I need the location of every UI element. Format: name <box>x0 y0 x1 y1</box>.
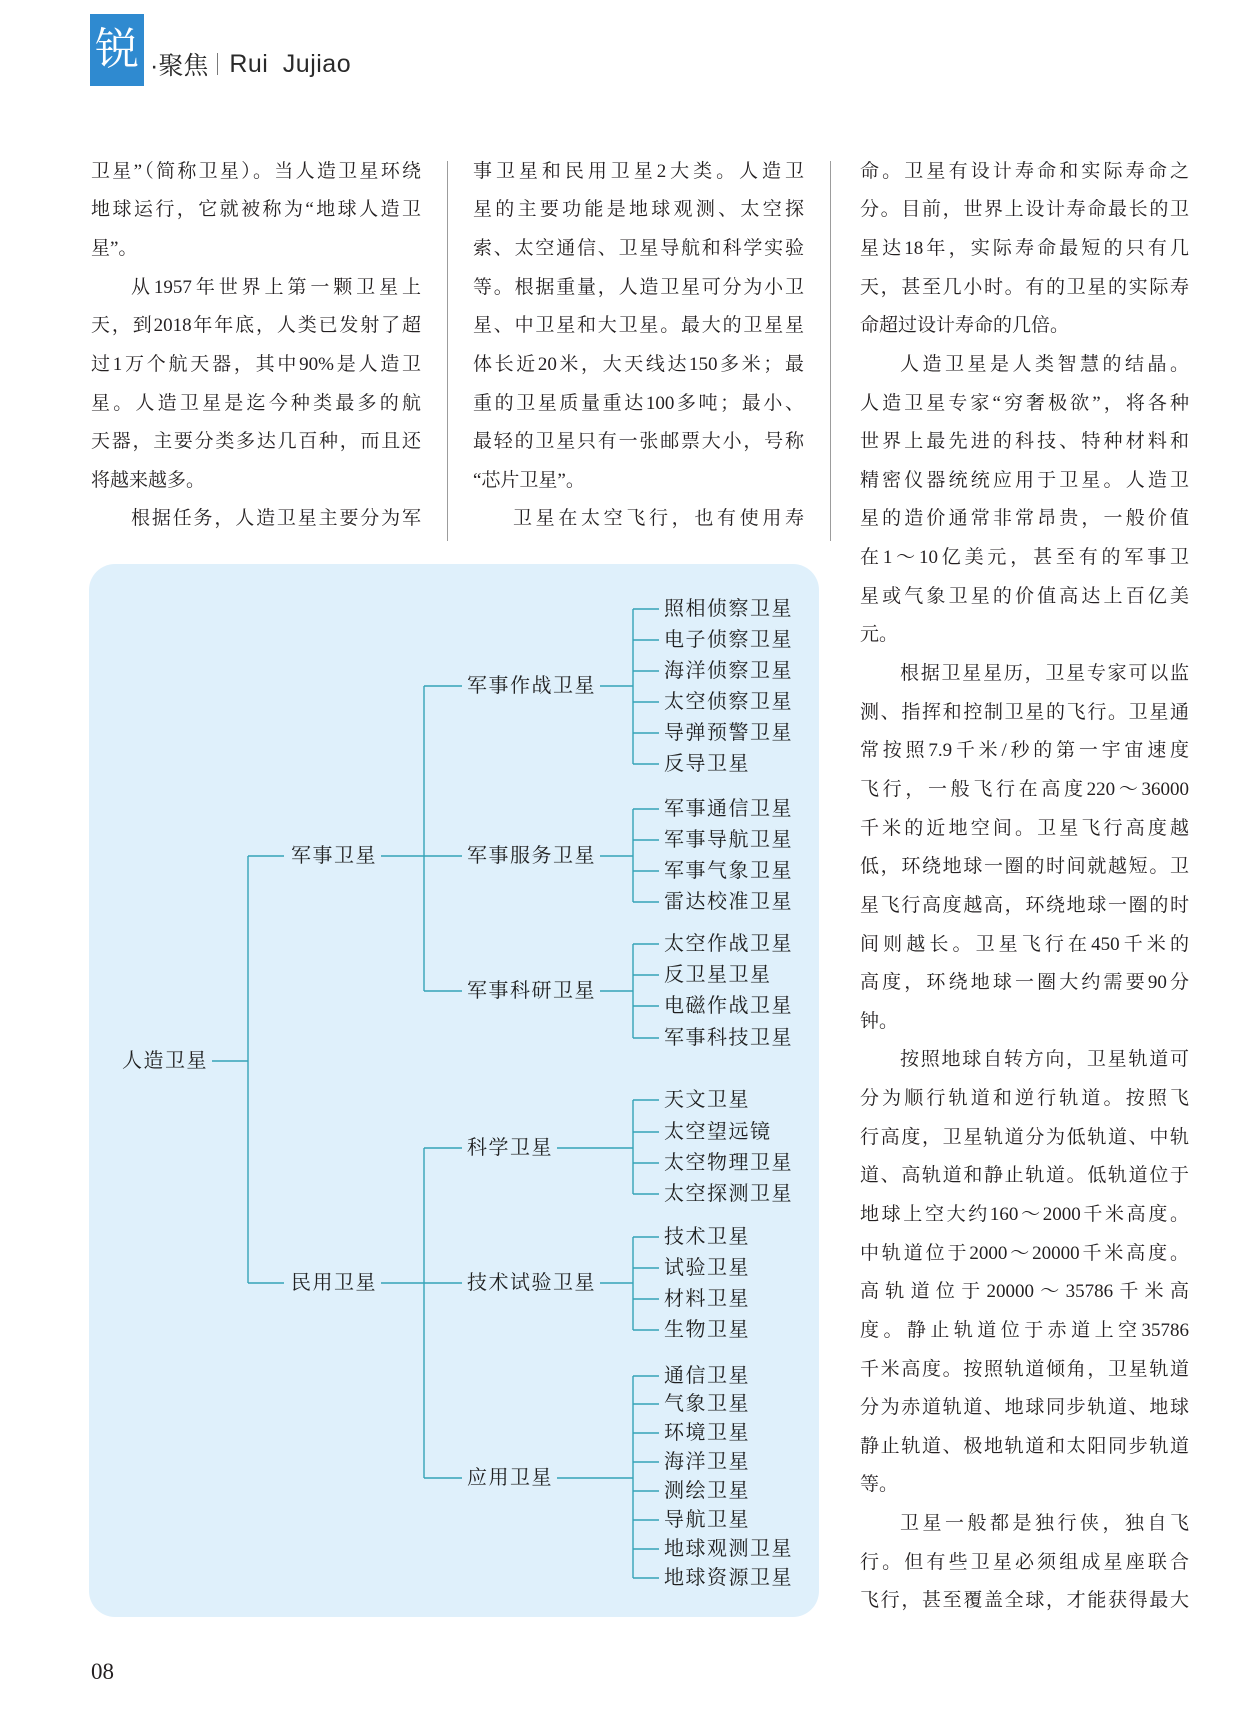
satellite-type-leaf: 反卫星卫星 <box>664 964 772 986</box>
text-line: 星”。 <box>91 237 138 259</box>
text-line: 高轨道位于20000～35786千米高 <box>860 1281 1189 1303</box>
text-line: 静止轨道、极地轨道和太阳同步轨道 <box>860 1435 1189 1457</box>
text-line: 将越来越多。 <box>91 469 206 491</box>
satellite-type-leaf: 地球资源卫星 <box>664 1567 793 1589</box>
satellite-type-leaf: 海洋侦察卫星 <box>664 660 793 682</box>
text-line: 行。但有些卫星必须组成星座联合 <box>860 1551 1189 1573</box>
text-line: 分为顺行轨道和逆行轨道。按照飞 <box>860 1088 1189 1110</box>
satellite-type-leaf: 太空探测卫星 <box>664 1183 793 1205</box>
column-rule <box>830 161 831 541</box>
text-line: 行高度，卫星轨道分为低轨道、中轨 <box>860 1126 1189 1148</box>
text-column-1 <box>91 153 421 539</box>
section-name: ·聚焦 <box>150 52 209 80</box>
page-number: 08 <box>91 1659 114 1684</box>
satellite-type-leaf: 测绘卫星 <box>664 1480 750 1502</box>
text-line: 地球运行，它就被称为“地球人造卫 <box>91 199 421 221</box>
text-line: 星的主要功能是地球观测、太空探 <box>473 199 804 221</box>
satellite-type-leaf: 试验卫星 <box>664 1257 750 1279</box>
header-divider <box>217 53 218 75</box>
text-line: 测、指挥和控制卫星的飞行。卫星通 <box>860 701 1189 723</box>
satellite-type-leaf: 电子侦察卫星 <box>664 629 793 651</box>
text-line: 命。卫星有设计寿命和实际寿命之 <box>860 160 1189 182</box>
satellite-type-leaf: 照相侦察卫星 <box>664 598 793 620</box>
satellite-type-leaf: 太空物理卫星 <box>664 1152 793 1174</box>
section-header <box>150 46 351 82</box>
text-line: 卫星一般都是独行侠，独自飞 <box>900 1513 1189 1535</box>
category-node: 民用卫星 <box>291 1272 377 1294</box>
text-line: 高度，环绕地球一圈大约需要90分 <box>860 972 1189 994</box>
text-line: “芯片卫星”。 <box>473 469 585 491</box>
text-line: 星或气象卫星的价值高达上百亿美 <box>860 585 1189 607</box>
text-line: 分为赤道轨道、地球同步轨道、地球 <box>860 1397 1189 1419</box>
text-column-3 <box>860 153 1189 1621</box>
satellite-type-leaf: 反导卫星 <box>664 753 750 775</box>
text-line: 重的卫星质量重达100多吨；最小、 <box>473 392 804 414</box>
text-line: 命超过设计寿命的几倍。 <box>860 315 1070 337</box>
column-rule <box>447 161 448 541</box>
text-line: 星飞行高度越高，环绕地球一圈的时 <box>860 894 1189 916</box>
section-name-pinyin: Rui Jujiao <box>229 49 352 78</box>
text-line: 卫星在太空飞行，也有使用寿 <box>513 508 804 530</box>
text-line: 最轻的卫星只有一张邮票大小，号称 <box>473 431 804 453</box>
text-line: 天器，主要分类多达几百种，而且还 <box>91 431 421 453</box>
satellite-type-leaf: 电磁作战卫星 <box>664 995 793 1017</box>
text-column-2 <box>473 153 804 539</box>
text-line: 索、太空通信、卫星导航和科学实验 <box>473 237 804 259</box>
satellite-type-leaf: 军事气象卫星 <box>664 860 793 882</box>
satellite-type-leaf: 材料卫星 <box>664 1288 750 1310</box>
subcategory-node: 应用卫星 <box>467 1467 553 1489</box>
text-line: 按照地球自转方向，卫星轨道可 <box>900 1049 1189 1071</box>
text-line: 精密仪器统统应用于卫星。人造卫 <box>860 469 1189 491</box>
text-line: 星。人造卫星是迄今种类最多的航 <box>91 392 421 414</box>
text-line: 事卫星和民用卫星2大类。人造卫 <box>473 160 804 182</box>
subcategory-node: 技术试验卫星 <box>467 1272 596 1294</box>
satellite-type-leaf: 军事通信卫星 <box>664 798 793 820</box>
text-line: 星达18年，实际寿命最短的只有几 <box>860 237 1189 259</box>
text-line: 人造卫星是人类智慧的结晶。 <box>900 353 1189 375</box>
text-line: 千米高度。按照轨道倾角，卫星轨道 <box>860 1358 1189 1380</box>
satellite-type-leaf: 海洋卫星 <box>664 1451 750 1473</box>
text-line: 度。静止轨道位于赤道上空35786 <box>860 1319 1189 1341</box>
text-line: 中轨道位于2000～20000千米高度。 <box>860 1242 1189 1264</box>
text-line: 星、中卫星和大卫星。最大的卫星星 <box>473 315 804 337</box>
text-line: 天，到2018年年底，人类已发射了超 <box>91 315 421 337</box>
satellite-type-leaf: 生物卫星 <box>664 1319 750 1341</box>
text-line: 千米的近地空间。卫星飞行高度越 <box>860 817 1189 839</box>
text-line: 飞行，甚至覆盖全球，才能获得最大 <box>860 1590 1189 1612</box>
satellite-type-leaf: 技术卫星 <box>664 1226 750 1248</box>
tree-root-node: 人造卫星 <box>122 1050 208 1072</box>
text-line: 过1万个航天器，其中90%是人造卫 <box>91 353 421 375</box>
text-line: 卫星”（简称卫星）。当人造卫星环绕 <box>91 160 421 182</box>
text-line: 间则越长。卫星飞行在450千米的 <box>860 933 1189 955</box>
satellite-type-leaf: 导弹预警卫星 <box>664 722 793 744</box>
satellite-type-leaf: 太空作战卫星 <box>664 933 793 955</box>
section-badge <box>90 14 144 86</box>
satellite-type-leaf: 导航卫星 <box>664 1509 750 1531</box>
subcategory-node: 科学卫星 <box>467 1137 553 1159</box>
text-line: 体长近20米，大天线达150多米；最 <box>473 353 804 375</box>
subcategory-node: 军事科研卫星 <box>467 980 596 1002</box>
category-node: 军事卫星 <box>291 845 377 867</box>
satellite-type-leaf: 太空望远镜 <box>664 1121 772 1143</box>
satellite-type-leaf: 军事科技卫星 <box>664 1027 793 1049</box>
text-line: 等。根据重量，人造卫星可分为小卫 <box>473 276 804 298</box>
subcategory-node: 军事作战卫星 <box>467 675 596 697</box>
text-line: 常按照7.9千米/秒的第一宇宙速度 <box>860 740 1189 762</box>
satellite-type-leaf: 天文卫星 <box>664 1089 750 1111</box>
text-line: 根据任务，人造卫星主要分为军 <box>131 508 421 530</box>
text-line: 星的造价通常非常昂贵，一般价值 <box>860 508 1189 530</box>
text-line: 天，甚至几小时。有的卫星的实际寿 <box>860 276 1189 298</box>
satellite-type-leaf: 太空侦察卫星 <box>664 691 793 713</box>
subcategory-node: 军事服务卫星 <box>467 845 596 867</box>
text-line: 地球上空大约160～2000千米高度。 <box>860 1203 1189 1225</box>
satellite-type-leaf: 军事导航卫星 <box>664 829 793 851</box>
text-line: 等。 <box>860 1474 899 1496</box>
text-line: 从1957年世界上第一颗卫星上 <box>131 276 421 298</box>
text-line: 世界上最先进的科技、特种材料和 <box>860 431 1189 453</box>
text-line: 元。 <box>860 624 899 646</box>
text-line: 分。目前，世界上设计寿命最长的卫 <box>860 199 1189 221</box>
satellite-type-leaf: 雷达校准卫星 <box>664 891 793 913</box>
text-line: 飞行，一般飞行在高度220～36000 <box>860 778 1189 800</box>
text-line: 在1～10亿美元，甚至有的军事卫 <box>860 547 1189 569</box>
satellite-type-leaf: 气象卫星 <box>664 1393 750 1415</box>
satellite-type-leaf: 地球观测卫星 <box>664 1538 793 1560</box>
badge-character: 锐 <box>95 24 139 75</box>
satellite-type-leaf: 环境卫星 <box>664 1422 750 1444</box>
text-line: 根据卫星星历，卫星专家可以监 <box>900 663 1189 685</box>
text-line: 钟。 <box>860 1010 899 1032</box>
text-line: 人造卫星专家“穷奢极欲”，将各种 <box>860 392 1189 414</box>
text-line: 道、高轨道和静止轨道。低轨道位于 <box>860 1165 1189 1187</box>
satellite-type-leaf: 通信卫星 <box>664 1365 750 1387</box>
text-line: 低，环绕地球一圈的时间就越短。卫 <box>860 856 1189 878</box>
